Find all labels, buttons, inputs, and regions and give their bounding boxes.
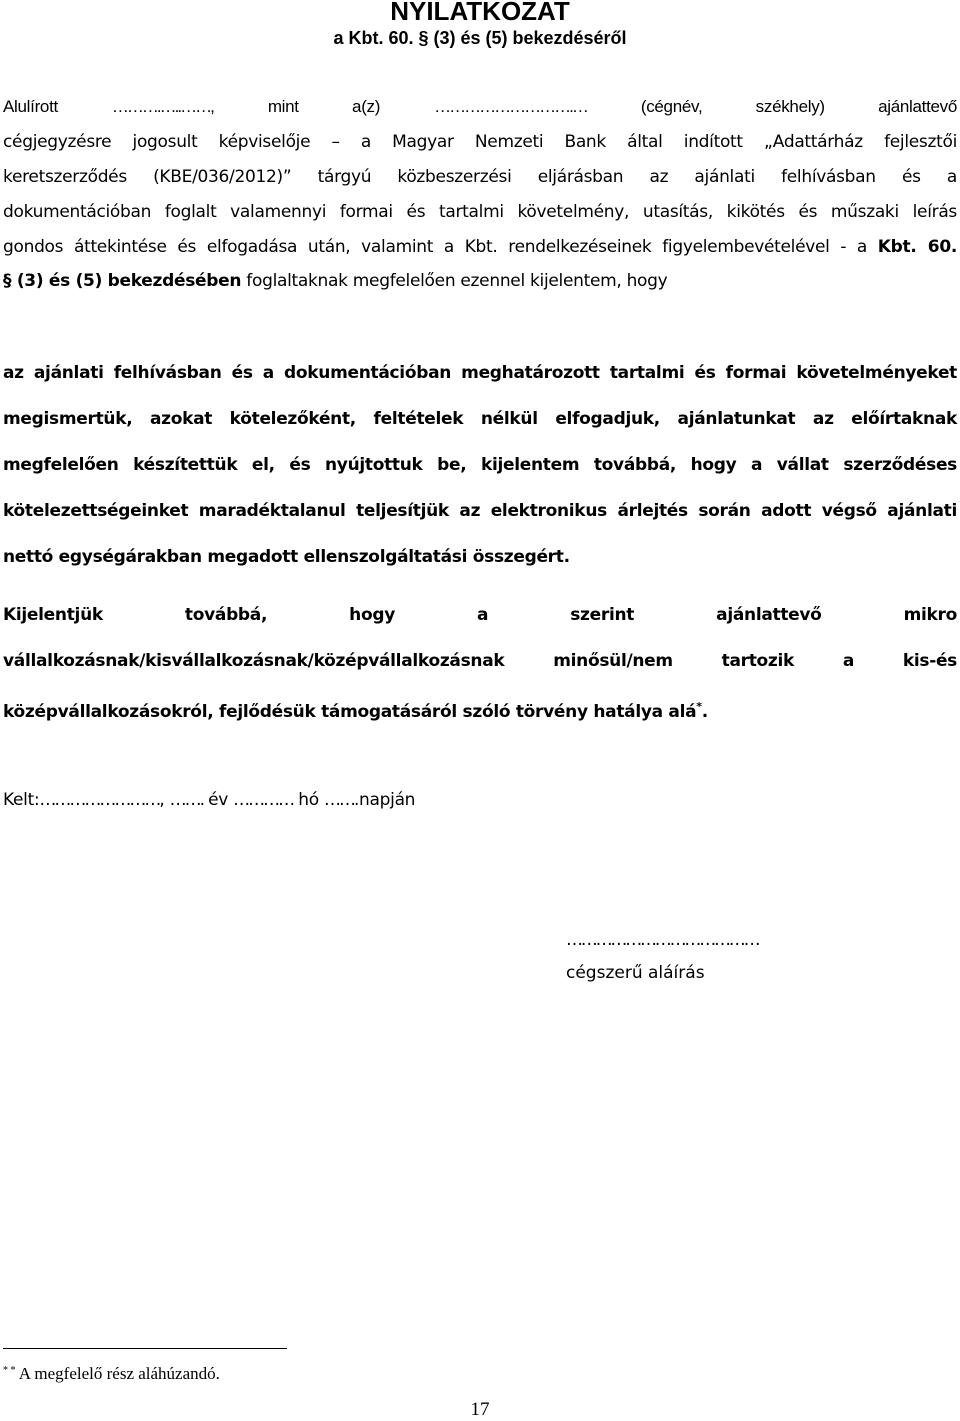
document-title: NYILATKOZAT — [390, 0, 570, 26]
date-separator: , — [159, 790, 170, 810]
declaration-line-4: kötelezettségeinket maradéktalanul teljesítjük az elektronikus árlejtés során adott végső ajánlati — [3, 501, 957, 521]
name-placeholder-dots: ……….…..…… — [111, 97, 211, 116]
sme-line-2: vállalkozásnak/kisvállalkozásnak/középvállalkozásnak minősül/nem tartozik a kis-és — [3, 651, 957, 671]
intro-line-4: dokumentációban foglalt valamennyi formai és tartalmi követelmény, utasítás, kikötés és műszaki leírás — [3, 202, 957, 222]
sme-line-3 — [3, 696, 957, 723]
intro-mint: , mint a(z) — [210, 97, 381, 116]
date-napjan: .napján — [353, 790, 416, 810]
intro-cegnev: (cégnév, székhely) ajánlattevő — [640, 97, 957, 116]
intro-line-3: keretszerződés (KBE/036/2012)” tárgyú közbeszerzési eljárásban az ajánlati felhívásban és a — [3, 167, 957, 187]
footnote-marker: * — [696, 700, 702, 713]
signature-label: cégszerű aláírás — [566, 963, 705, 983]
footnote-rule — [3, 1348, 287, 1349]
declaration-line-2: megismertük, azokat kötelezőként, feltételek nélkül elfogadjuk, ajánlatunkat az előírtaknak — [3, 409, 957, 429]
sme-line-3-text: középvállalkozásokról, fejlődésük támogatásáról szóló törvény hatálya alá — [3, 702, 697, 722]
footnote-text: A megfelelő rész aláhúzandó. — [15, 1364, 220, 1383]
place-placeholder-dots: …………………… — [39, 790, 160, 810]
year-placeholder-dots: ……. — [169, 790, 204, 810]
footnote — [3, 1360, 220, 1385]
date-ho: hó — [293, 790, 324, 810]
footnote-marks: * * — [3, 1365, 16, 1376]
sme-line-3-end: . — [701, 702, 708, 722]
sme-line-1: Kijelentjük továbbá, hogy a szerint ajánlattevő mikro — [3, 605, 957, 625]
intro-kbt-ref: Kbt. 60. — [877, 237, 957, 257]
intro-bekezdes-ref: § (3) és (5) bekezdésében — [3, 271, 242, 291]
intro-line-6 — [3, 270, 957, 292]
date-ev: év — [203, 790, 234, 810]
signature-line-dots: ………………………………… — [566, 930, 759, 950]
intro-line-1 — [3, 96, 957, 118]
date-label: Kelt: — [3, 790, 40, 810]
intro-line-2: cégjegyzésre jogosult képviselője – a Magyar Nemzeti Bank által indított „Adattárház fejlesztői — [3, 132, 957, 152]
declaration-line-5: nettó egységárakban megadott ellenszolgáltatási összegért. — [3, 547, 570, 567]
month-placeholder-dots: ………… — [233, 790, 294, 810]
page-number: 17 — [470, 1399, 490, 1420]
date-line — [3, 789, 957, 811]
day-placeholder-dots: …… — [323, 790, 354, 810]
intro-line-5-text: gondos áttekintése és elfogadása után, valamint a Kbt. rendelkezéseinek figyelembevételével - a — [3, 237, 878, 257]
intro-line-6-text: foglaltaknak megfelelően ezennel kijelentem, hogy — [241, 271, 668, 291]
declaration-line-3: megfelelően készítettük el, és nyújtottuk be, kijelentem továbbá, hogy a vállat szerződéses — [3, 455, 957, 475]
declaration-line-1: az ajánlati felhívásban és a dokumentációban meghatározott tartalmi és formai követelményeket — [3, 363, 957, 383]
intro-line-5 — [3, 236, 957, 258]
intro-alulirott: Alulírott — [3, 97, 58, 116]
company-placeholder-dots: ……………………….… — [434, 97, 587, 116]
document-subtitle: a Kbt. 60. § (3) és (5) bekezdéséről — [333, 28, 627, 48]
